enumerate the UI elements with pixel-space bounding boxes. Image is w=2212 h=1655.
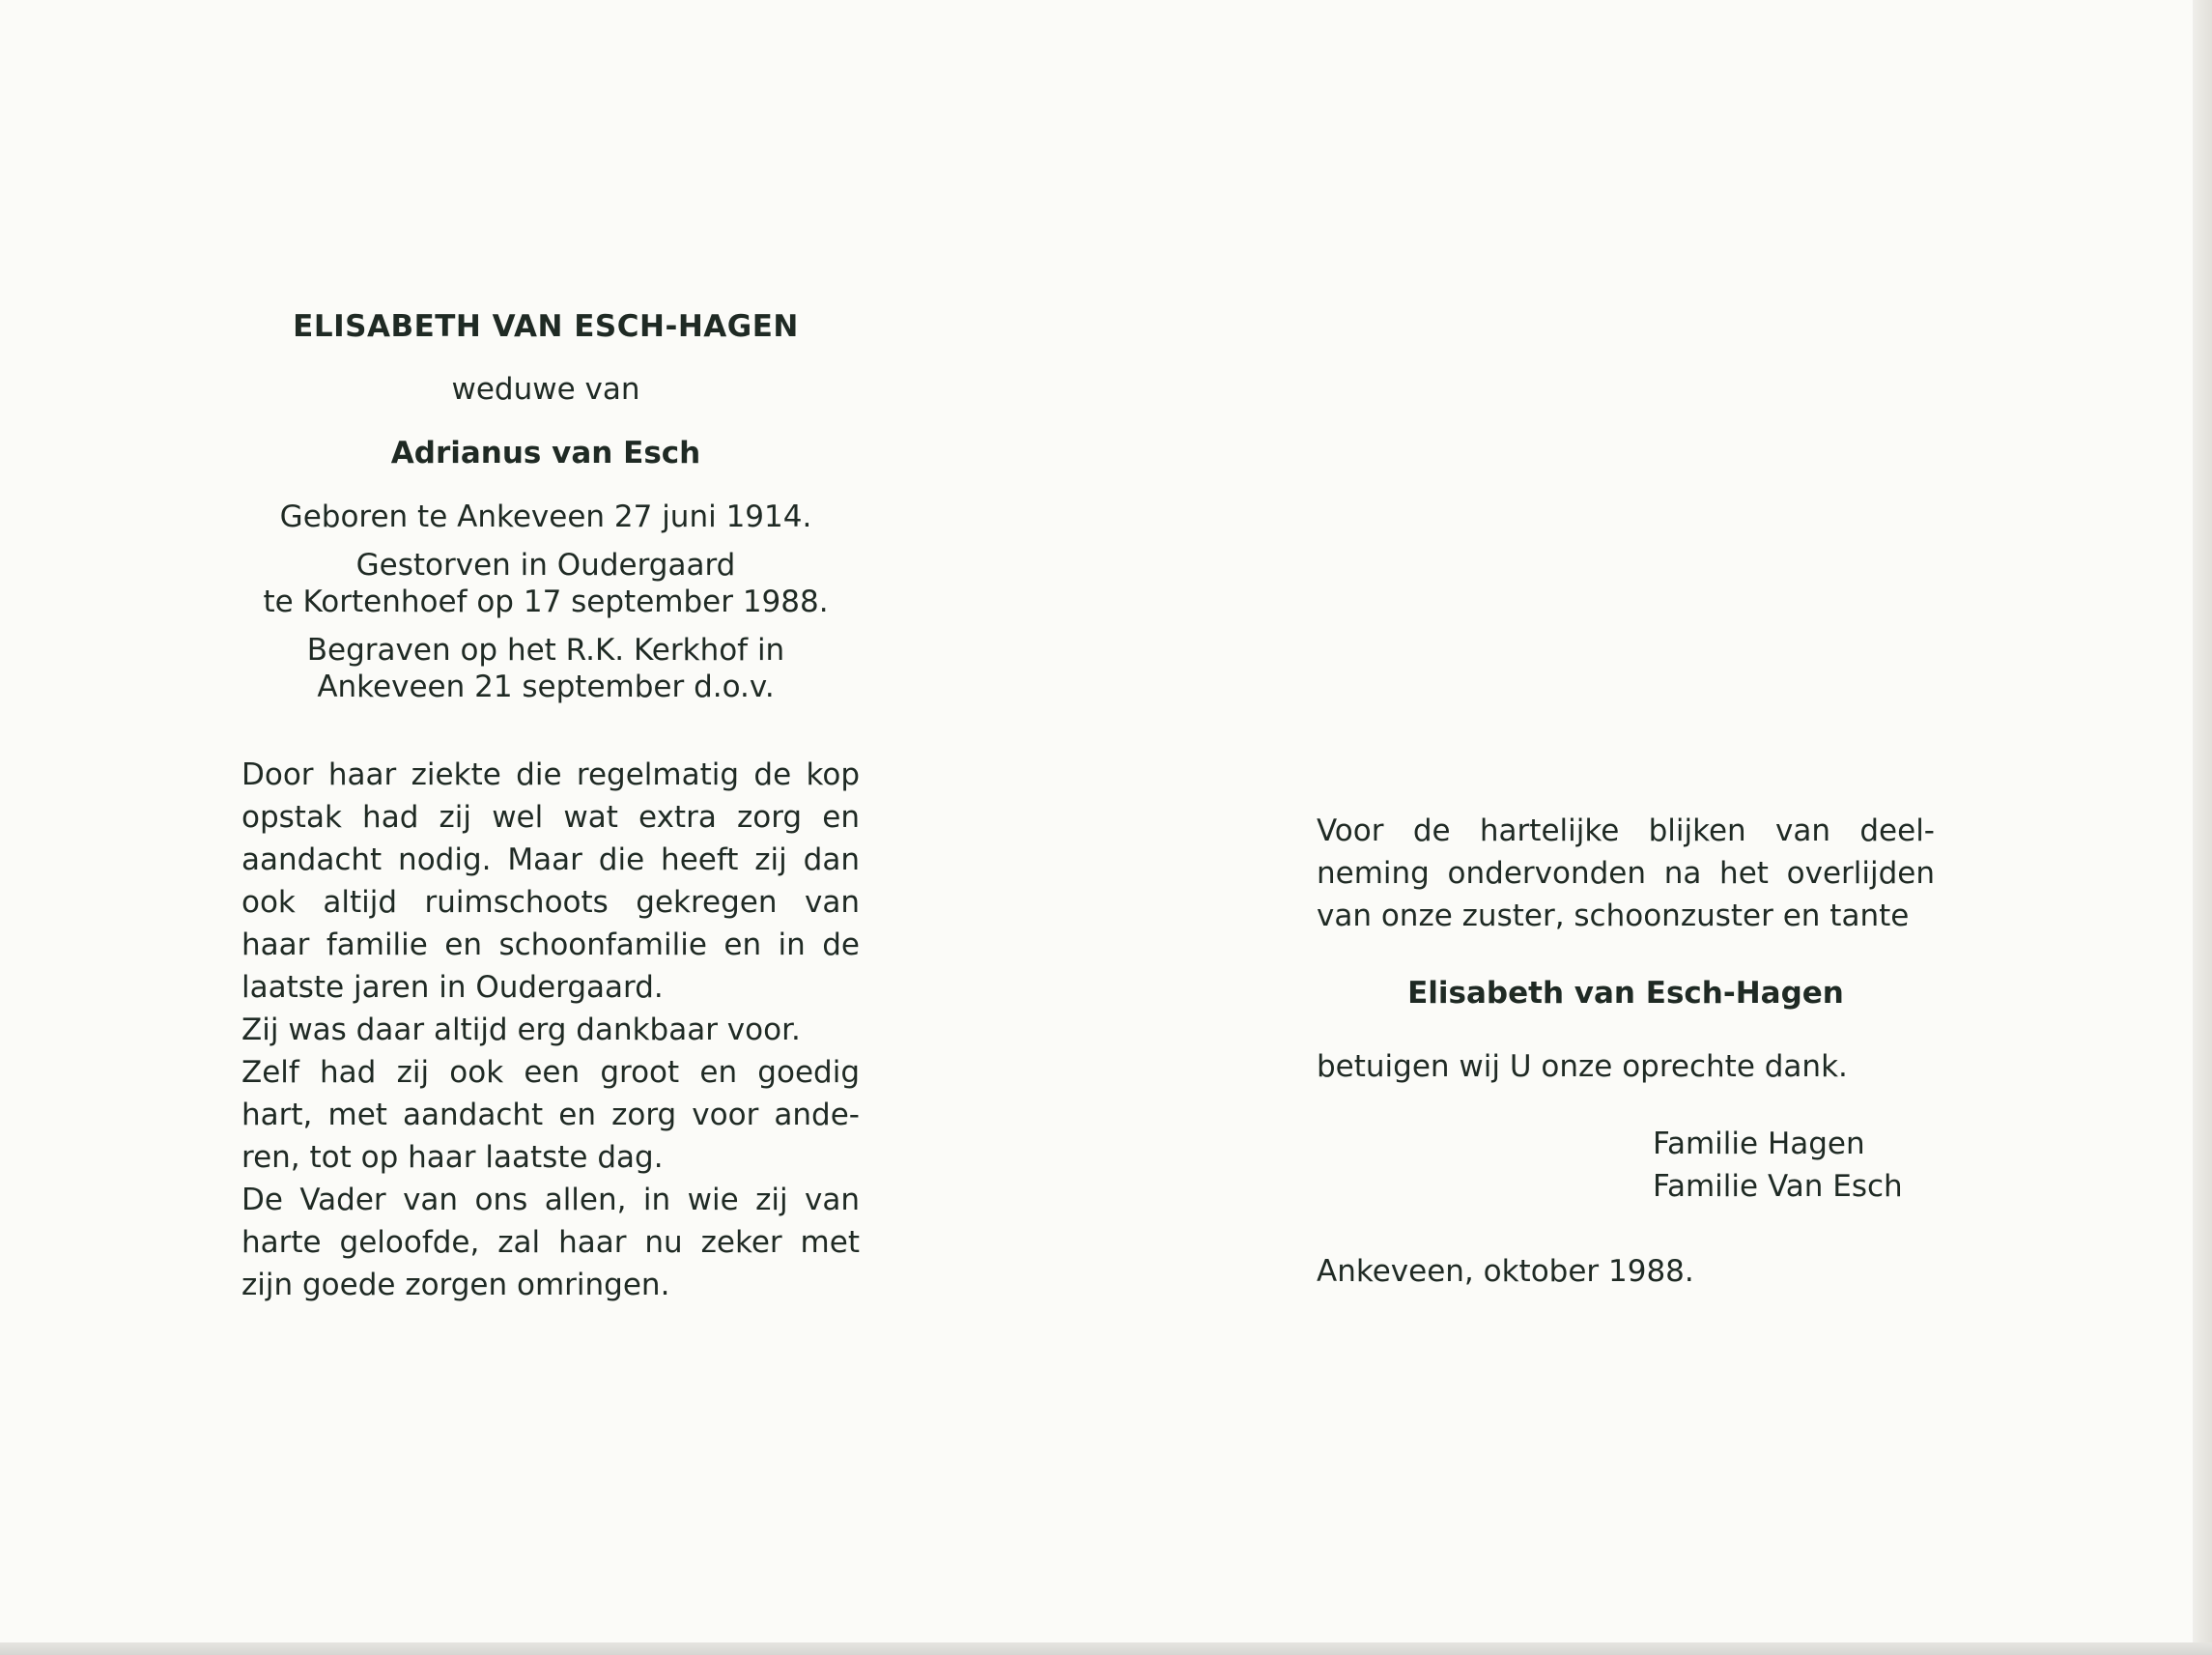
burial-line-2: Ankeveen 21 september d.o.v. [317, 670, 775, 704]
deceased-name: Elisabeth van Esch-Hagen [1407, 976, 1844, 1011]
paragraph-line: Zelf had zij ook een groot en goedig [241, 1055, 860, 1090]
paragraph-line: zijn goede zorgen omringen. [241, 1268, 670, 1302]
paragraph-line: hart, met aandacht en zorg voor ande- [241, 1098, 860, 1132]
thanks-intro [1317, 810, 1935, 937]
thanks-line: betuigen wij U onze oprechte dank. [1317, 1049, 1848, 1084]
paragraph-line: ook altijd ruimschoots gekregen van [241, 885, 860, 920]
paragraph-line: Zij was daar altijd erg dankbaar voor. [241, 1013, 801, 1047]
paragraph-line: aandacht nodig. Maar die heeft zij dan [241, 842, 860, 877]
signature-family-van-esch: Familie Van Esch [1653, 1169, 1903, 1204]
paragraph-line: De Vader van ons allen, in wie zij van [241, 1183, 860, 1217]
birth-line: Geboren te Ankeveen 27 juni 1914. [279, 499, 812, 534]
paragraph-line: opstak had zij wel wat extra zorg en [241, 800, 860, 835]
burial-line-1: Begraven op het R.K. Kerkhof in [306, 633, 785, 668]
deceased-name-caps: ELISABETH VAN ESCH-HAGEN [293, 309, 799, 344]
paragraph-line: laatste jaren in Oudergaard. [241, 970, 664, 1005]
signature-family-hagen: Familie Hagen [1653, 1127, 1865, 1161]
right-panel [1317, 810, 1935, 1289]
paragraph-line: harte geloofde, zal haar nu zeker met [241, 1225, 860, 1260]
paragraph-line: haar familie en schoonfamilie en in de [241, 927, 860, 962]
widow-of-label: weduwe van [451, 372, 640, 407]
signatures [1653, 1123, 1935, 1208]
card-edge-bottom [0, 1642, 2212, 1655]
intro-line: Voor de hartelijke blijken van deel- [1317, 813, 1935, 848]
place-date: Ankeveen, oktober 1988. [1317, 1254, 1694, 1289]
death-line-2: te Kortenhoef op 17 september 1988. [263, 585, 829, 619]
husband-name: Adrianus van Esch [390, 436, 701, 471]
memorial-paragraph [241, 754, 860, 1306]
paragraph-line: Door haar ziekte die regelmatig de kop [241, 757, 860, 792]
left-panel [232, 309, 860, 1306]
card-edge-right [2193, 0, 2212, 1655]
intro-line: neming ondervonden na het overlijden [1317, 856, 1935, 891]
intro-line: van onze zuster, schoonzuster en tante [1317, 899, 1910, 933]
death-line-1: Gestorven in Oudergaard [355, 548, 736, 583]
paragraph-line: ren, tot op haar laatste dag. [241, 1140, 664, 1175]
